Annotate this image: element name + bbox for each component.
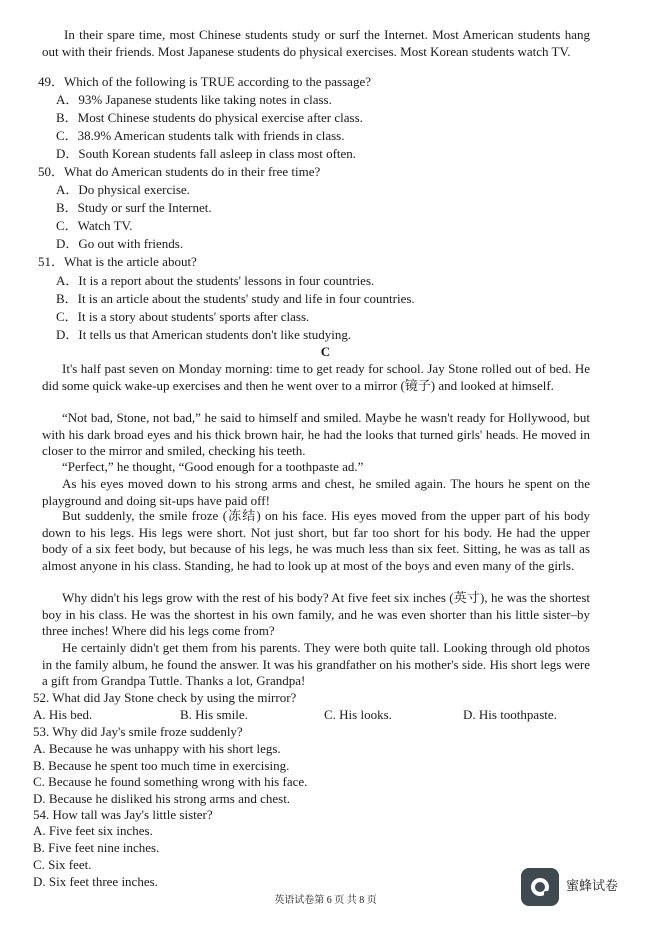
bee-paper-logo-icon [521, 868, 559, 906]
question-52-option-a: A. His bed. [33, 707, 93, 722]
question-50-option-a: A．Do physical exercise. [56, 182, 190, 197]
passage-c-paragraph-7: He certainly didn't get them from his parents. They were both quite tall. Looking through old photos in the family album, he found the answer. It was his grandfather on his mother's side. His short legs were a gift from Grandpa Tuttle. Thanks a lot, Grandpa! [42, 640, 590, 689]
question-52-option-c: C. His looks. [324, 707, 392, 722]
question-49-option-d: D．South Korean students fall asleep in class most often. [56, 146, 357, 161]
question-49-option-a: A．93% Japanese students like taking notes in class. [56, 92, 332, 107]
passage-c-paragraph-3: “Perfect,” he thought, “Good enough for a toothpaste ad.” [62, 459, 364, 474]
question-53-option-b: B. Because he spent too much time in exercising. [33, 758, 290, 773]
question-50-stem: 50．What do American students do in their free time? [38, 164, 321, 179]
question-51-option-c: C．It is a story about students' sports after class. [56, 309, 310, 324]
question-53-option-c: C. Because he found something wrong with his face. [33, 774, 308, 789]
passage-c-paragraph-2: “Not bad, Stone, not bad,” he said to himself and smiled. Maybe he wasn't ready for Hollywood, but with his dark broad eyes and his thick brown hair, he had the looks that turned girls' heads. He moved in closer to the mirror and smiled, checking his teeth. [42, 410, 590, 459]
question-52-option-d: D. His toothpaste. [463, 707, 557, 722]
question-49-option-c: C．38.9% American students talk with friends in class. [56, 128, 345, 143]
passage-c-paragraph-1: It's half past seven on Monday morning: time to get ready for school. Jay Stone rolled out of bed. He did some quick wake-up exercises and then he went over to a mirror (镜子) and looked at himself. [42, 361, 590, 393]
passage-c-paragraph-4: As his eyes moved down to his strong arms and chest, he smiled again. The hours he spent on the playground and doing sit-ups have paid off! [42, 476, 590, 508]
question-51-option-b: B．It is an article about the students' study and life in four countries. [56, 291, 415, 306]
brand-watermark: 蜜蜂试卷 [566, 879, 619, 894]
question-49-option-b: B．Most Chinese students do physical exercise after class. [56, 110, 363, 125]
question-50-option-c: C．Watch TV. [56, 218, 133, 233]
question-54-option-b: B. Five feet nine inches. [33, 840, 160, 855]
section-c-heading: C [320, 344, 331, 359]
page-footer: 英语试卷第 6 页 共 8 页 [274, 895, 377, 906]
question-49-stem: 49．Which of the following is TRUE according to the passage? [38, 74, 371, 89]
question-54-option-a: A. Five feet six inches. [33, 823, 153, 838]
question-50-option-d: D．Go out with friends. [56, 236, 184, 251]
passage-c-paragraph-6: Why didn't his legs grow with the rest of his body? At five feet six inches (英寸), he was the shortest boy in his class. He was the shortest in his own family, and he was even shorter than his little sister–by three inches! Where did his legs come from? [42, 590, 590, 639]
question-54-option-d: D. Six feet three inches. [33, 874, 158, 889]
passage-c-paragraph-5: But suddenly, the smile froze (冻结) on his face. His eyes moved from the upper part of his body down to his legs. His legs were short. Not just short, but far too short for his body. He had the upper body of a six feet body, but because of his legs, he was much less than six feet. Sitting, he was as tall as almost anyone in his class. Standing, he had to look up at most of the boys and even many of the girls. [42, 508, 590, 573]
question-54-stem: 54. How tall was Jay's little sister? [33, 807, 213, 822]
question-51-stem: 51．What is the article about? [38, 254, 197, 269]
question-52-stem: 52. What did Jay Stone check by using the mirror? [33, 690, 297, 705]
question-53-option-d: D. Because he disliked his strong arms and chest. [33, 791, 291, 806]
question-51-option-a: A．It is a report about the students' lessons in four countries. [56, 273, 375, 288]
question-53-option-a: A. Because he was unhappy with his short legs. [33, 741, 281, 756]
question-51-option-d: D．It tells us that American students don't like studying. [56, 327, 352, 342]
passage-b-final-paragraph: In their spare time, most Chinese students study or surf the Internet. Most American students hang out with their friends. Most Japanese students do physical exercises. Most Korean students watch TV. [42, 27, 590, 59]
question-53-stem: 53. Why did Jay's smile froze suddenly? [33, 724, 243, 739]
question-54-option-c: C. Six feet. [33, 857, 92, 872]
question-52-option-b: B. His smile. [180, 707, 248, 722]
question-50-option-b: B．Study or surf the Internet. [56, 200, 212, 215]
